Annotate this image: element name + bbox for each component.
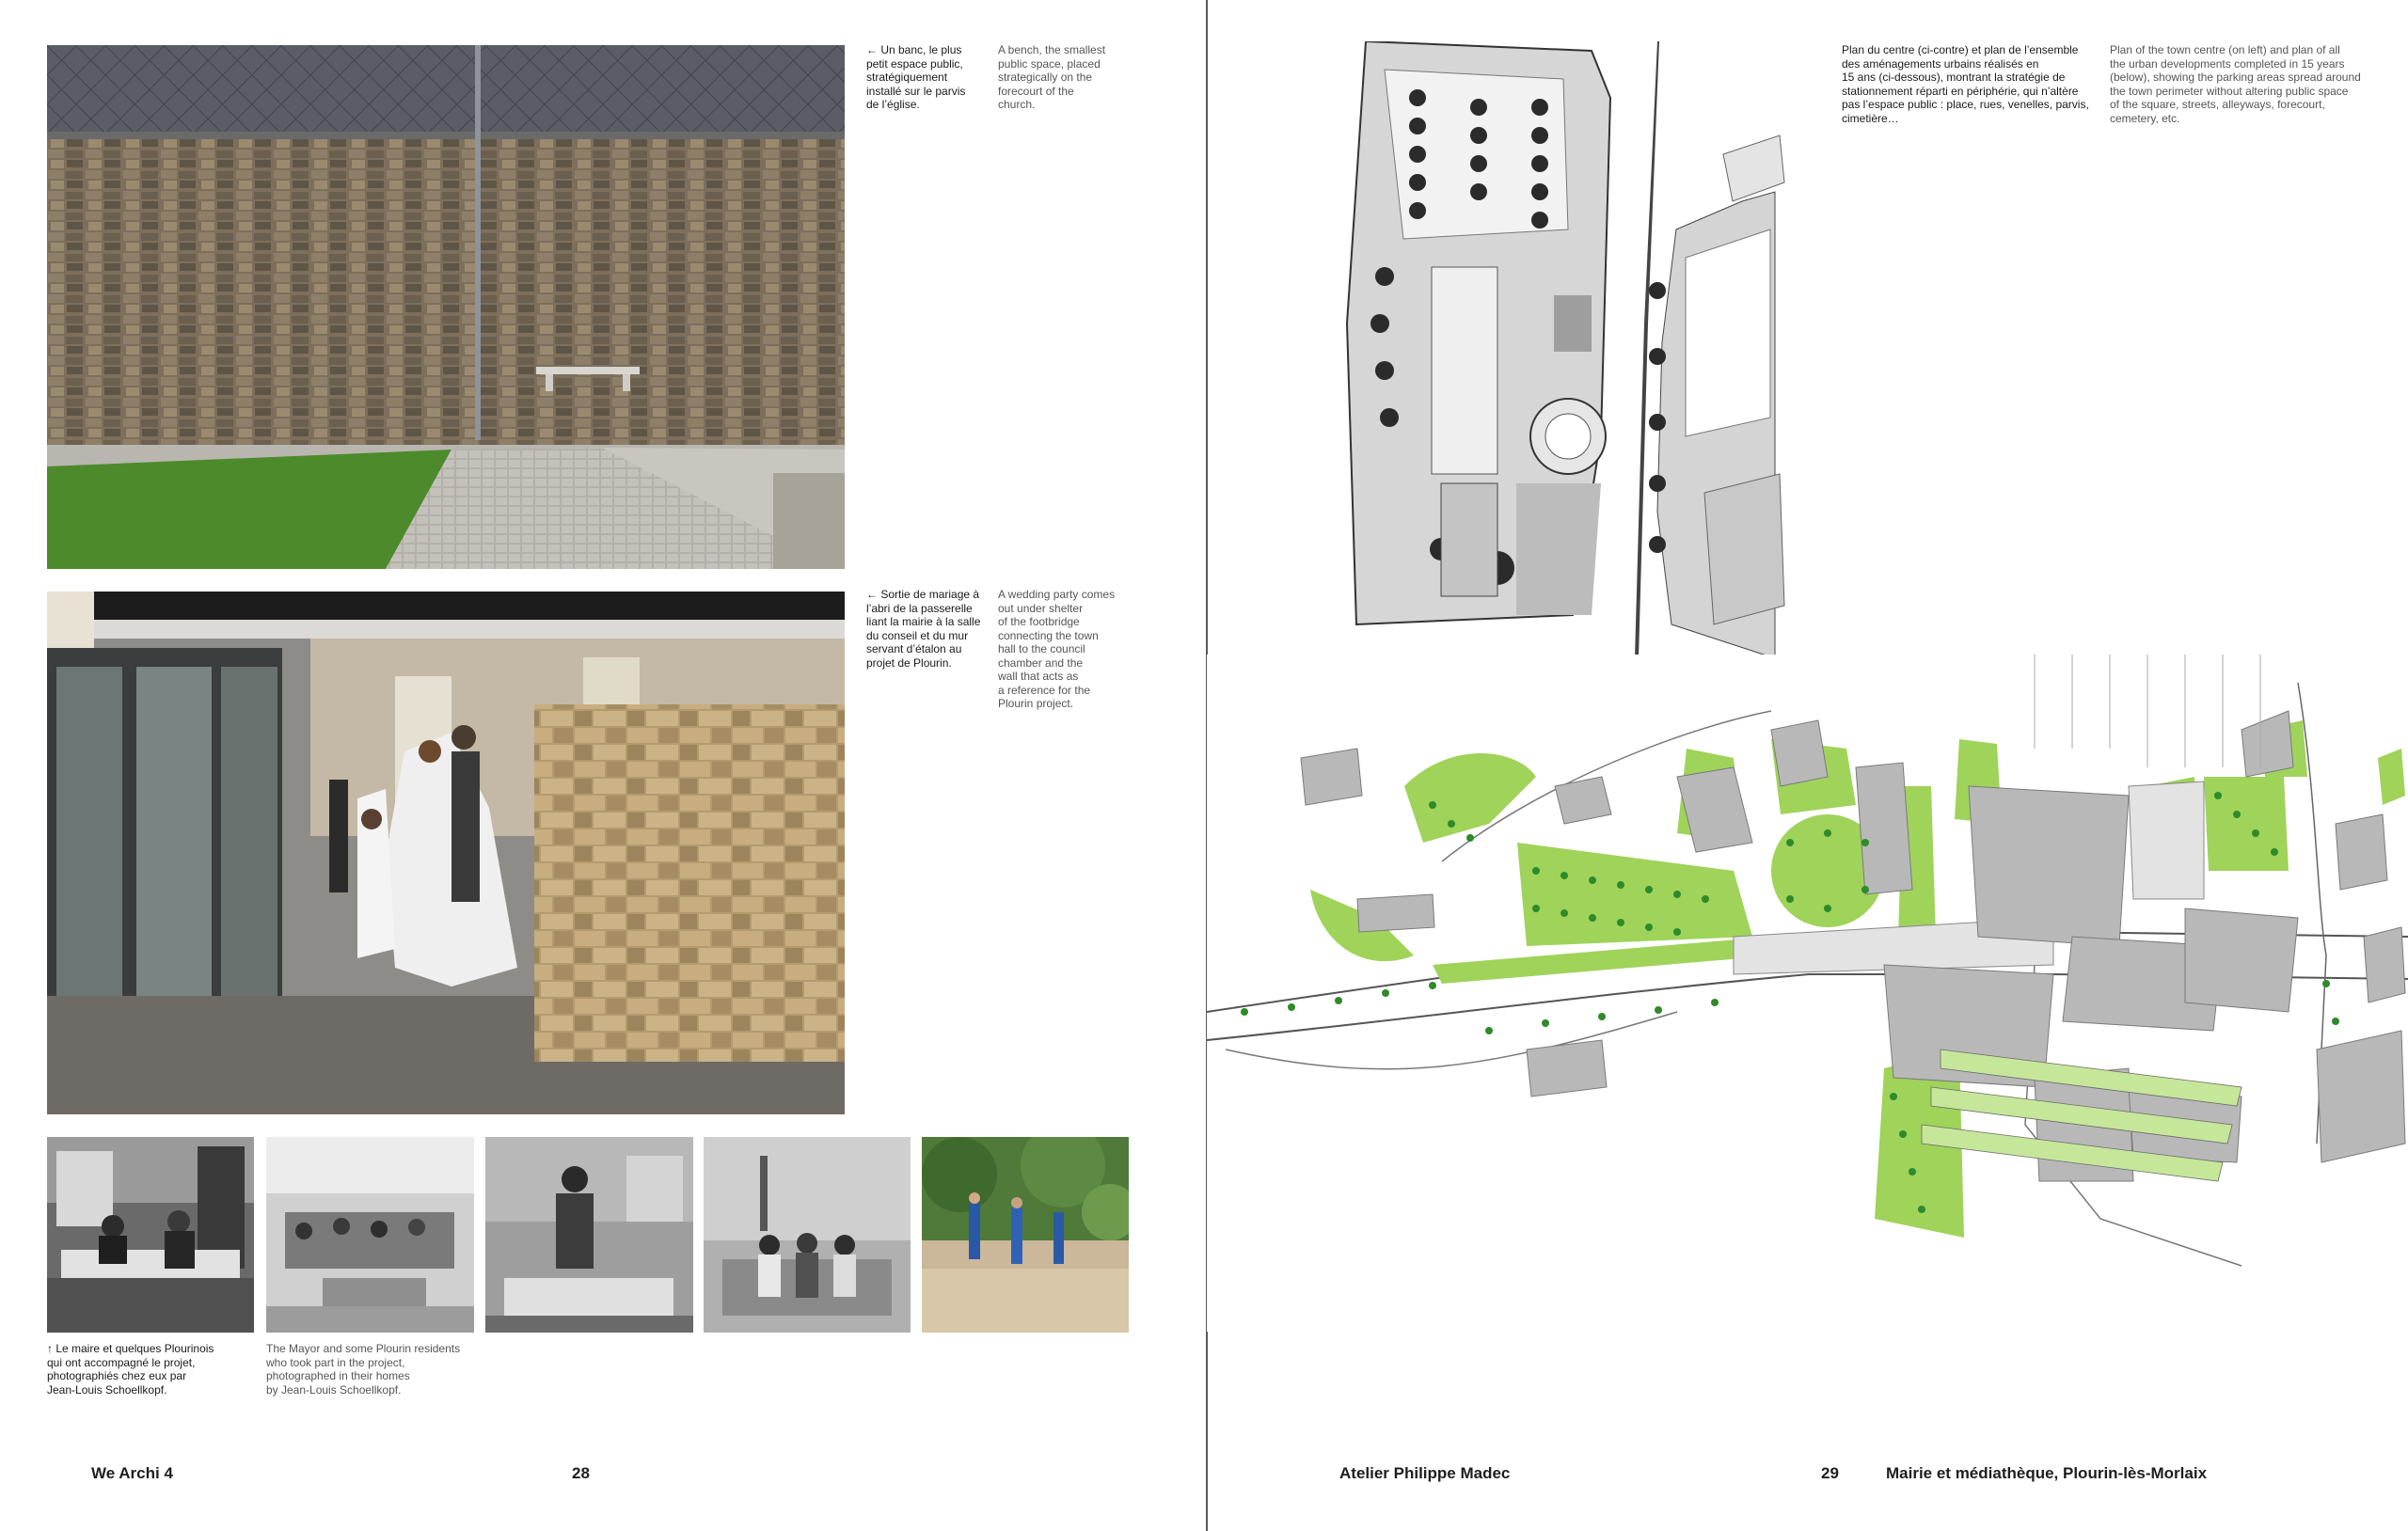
- residents-living-room-photo: [266, 1137, 474, 1333]
- plan-caption-en: Plan of the town centre (on left) and plan of all the urban developments completed in 15 years (below), showing the parking areas spread around the town perimeter without altering public space of the square, streets, alleyways, forecourt, cemetery, etc.: [2110, 43, 2361, 125]
- footer-page-number-right: 29: [1821, 1464, 1839, 1482]
- town-centre-plan: [1328, 41, 1789, 658]
- footer-magazine-title: We Archi 4: [91, 1464, 173, 1482]
- wedding-caption-fr: ← Sortie de mariage à l’abri de la passerelle liant la mairie à la salle du conseil et du mur servant d’étalon au projet de Plourin.: [866, 588, 981, 670]
- wedding-photo: [47, 592, 845, 1114]
- bench-caption-en: A bench, the smallest public space, placed strategically on the forecourt of the church.: [998, 43, 1106, 111]
- plan-caption-fr: Plan du centre (ci-contre) et plan de l’ensemble des aménagements urbains réalisés en 15 ans (ci-dessous), montrant la stratégie de stationnement réparti en périphérie, qui n’altère pas l’espace public : place, rues, venelles, parvis, cimetière…: [1842, 43, 2089, 125]
- footer-architect: Atelier Philippe Madec: [1339, 1464, 1511, 1482]
- residents-caption-en: The Mayor and some Plourin residents who took part in the project, photographed in their homes by Jean-Louis Schoellkopf.: [266, 1342, 461, 1397]
- bench-caption-fr: ← Un banc, le plus petit espace public, stratégiquement installé sur le parvis de l’église.: [866, 43, 966, 111]
- footer-page-number-left: 28: [572, 1464, 590, 1482]
- urban-developments-plan: [1207, 655, 2408, 1332]
- wedding-caption-en: A wedding party comes out under shelter of the footbridge connecting the town hall to the council chamber and the wall that acts as a reference for the Plourin project.: [998, 588, 1116, 710]
- footer-project-title: Mairie et médiathèque, Plourin-lès-Morlaix: [1886, 1464, 2208, 1482]
- residents-caption-fr: ↑ Le maire et quelques Plourinois qui ont accompagné le projet, photographiés chez eux par Jean-Louis Schoellkopf.: [47, 1342, 214, 1397]
- church-bench-photo: [47, 45, 845, 569]
- mayor-office-photo: [47, 1137, 254, 1333]
- resident-woman-photo: [485, 1137, 693, 1333]
- three-women-sofa-photo: [704, 1137, 911, 1333]
- gardeners-color-photo: [922, 1137, 1129, 1333]
